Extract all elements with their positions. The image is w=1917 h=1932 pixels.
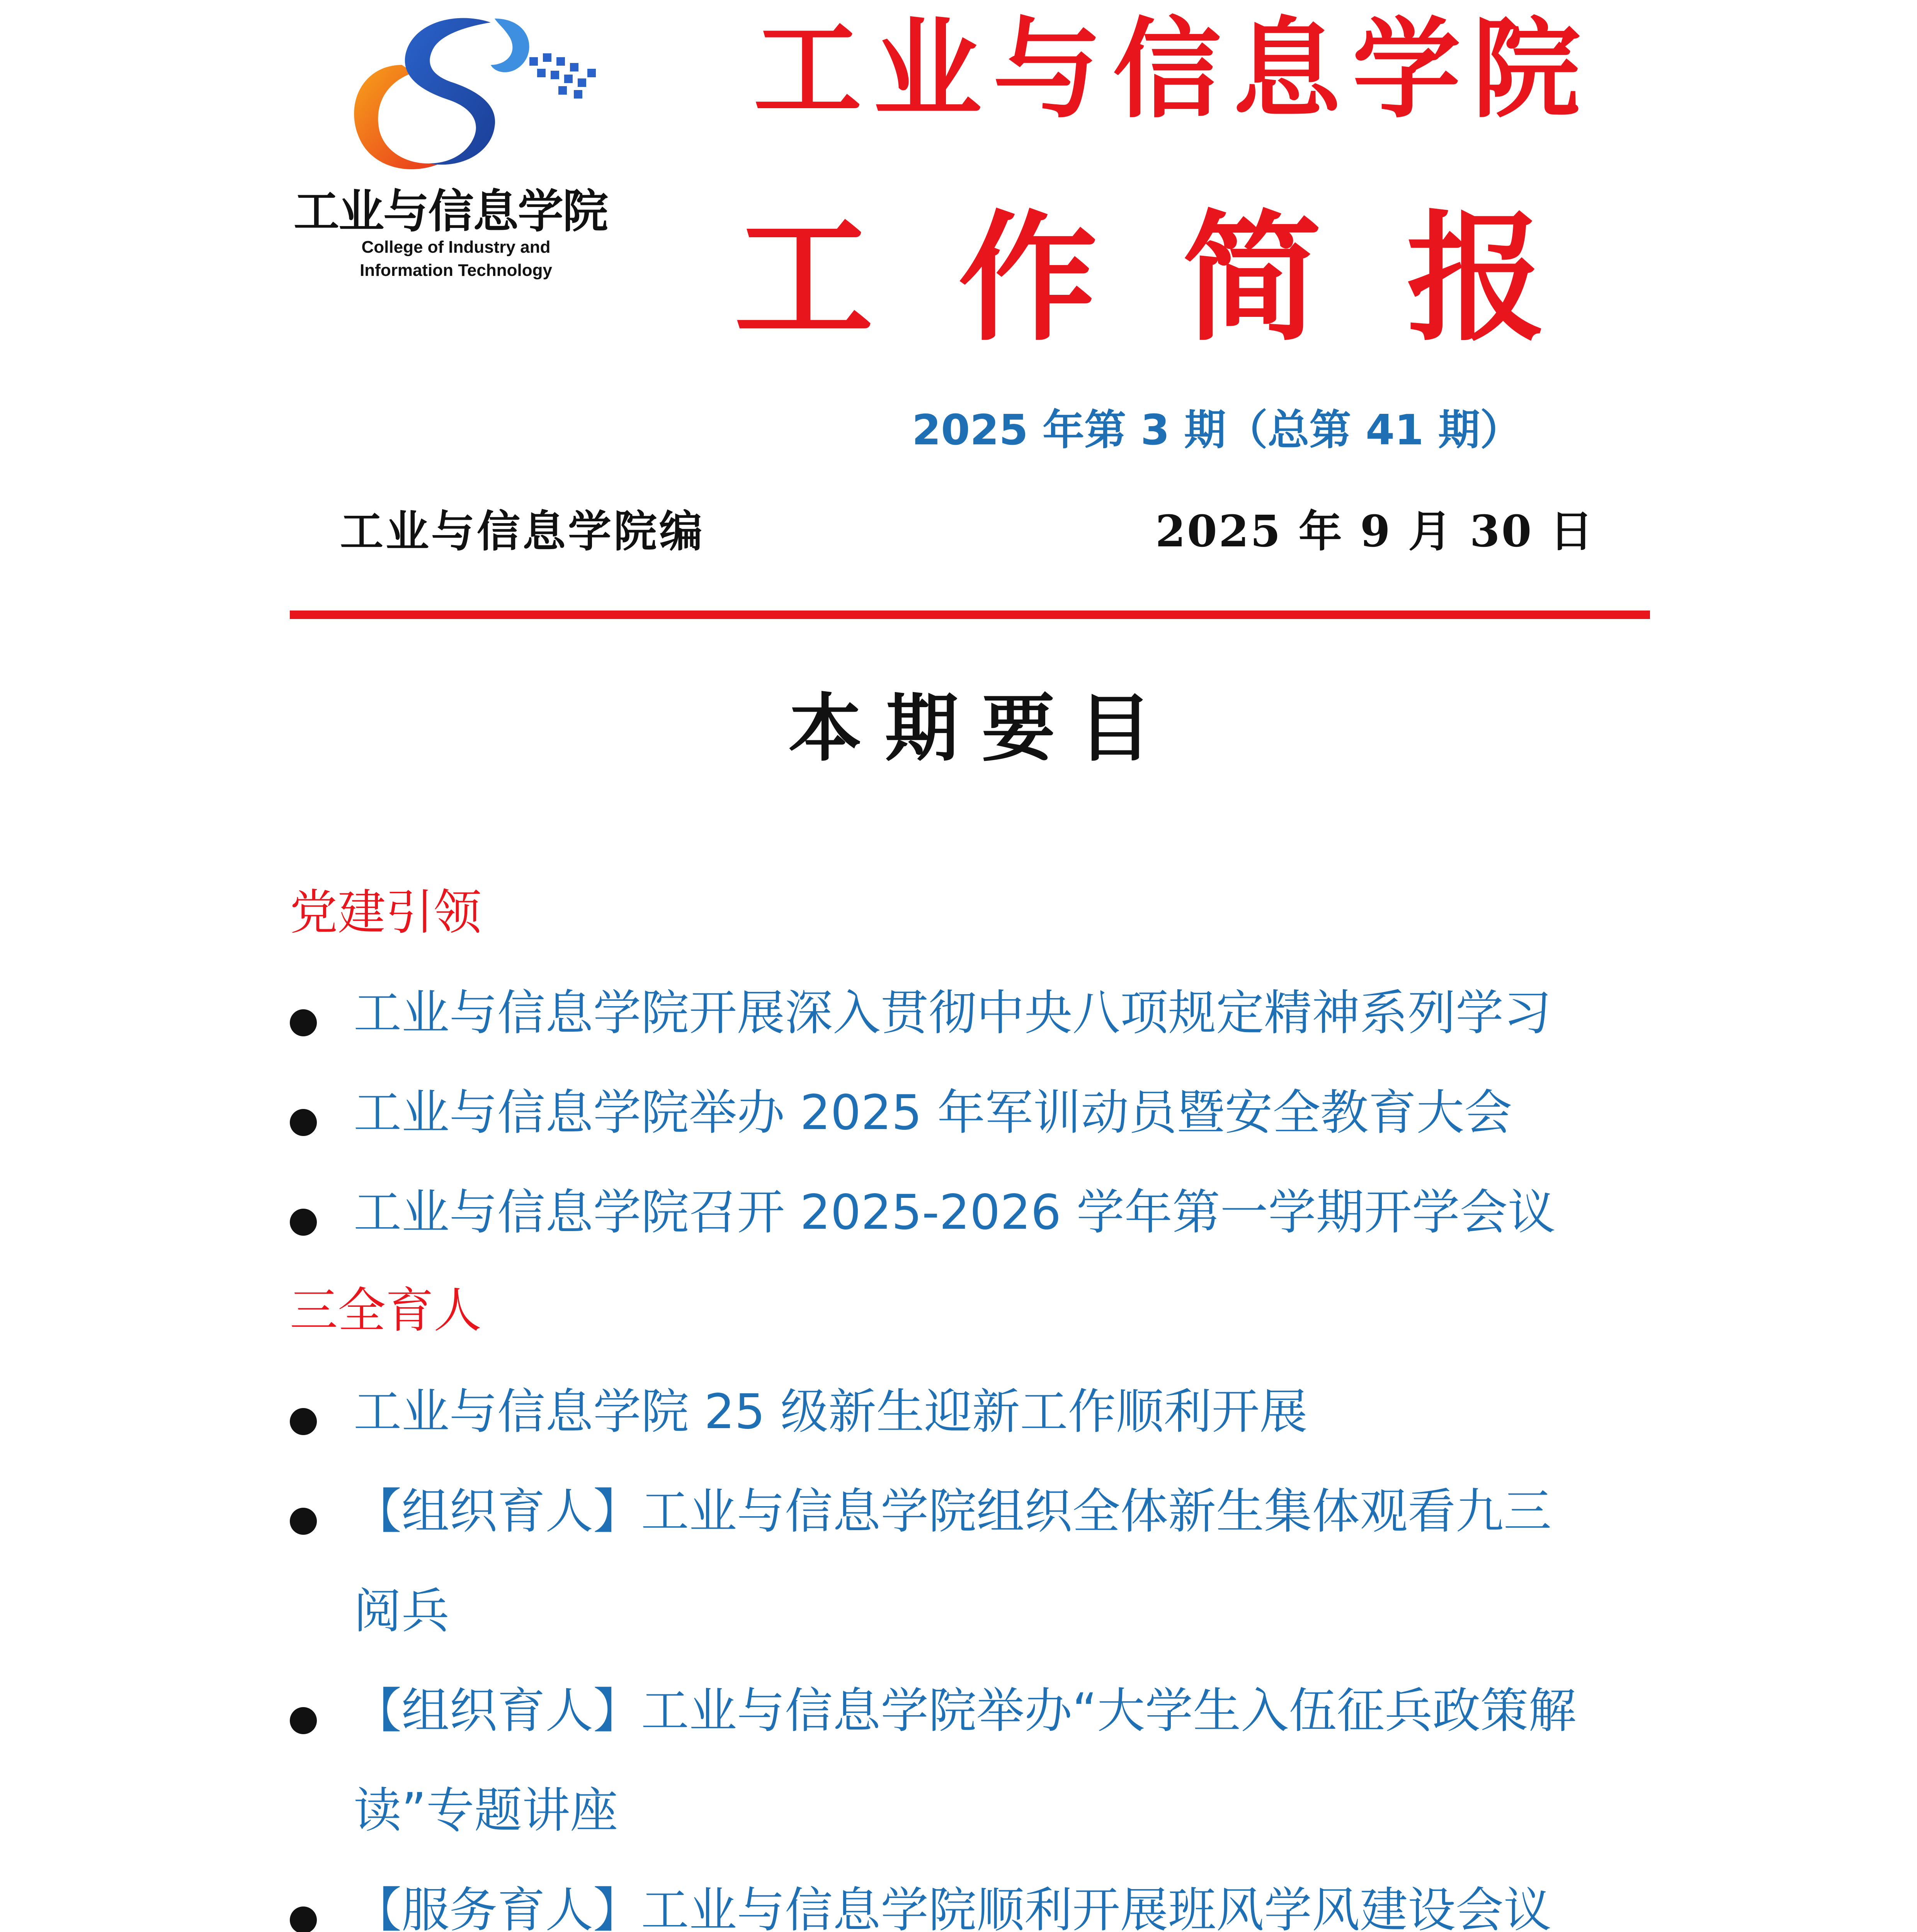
bullet-icon [290,1508,317,1535]
masthead-college-title: 工业与信息学院 [754,6,1592,133]
bulletin-char: 作 [958,196,1097,360]
bullet-icon [290,1009,317,1036]
college-logo-icon [328,7,607,181]
toc-item-title[interactable]: 工业与信息学院召开 2025-2026 学年第一学期开学会议 [354,1185,1556,1240]
bullet-icon [290,1109,317,1136]
toc-section-heading: 党建引领 [290,885,482,940]
toc-item-title[interactable]: 工业与信息学院举办 2025 年军训动员暨安全教育大会 [354,1085,1512,1141]
publication-date: 2025 年 9 月 30 日 [1155,506,1595,557]
logo-name-en-line1: College of Industry and [361,238,551,257]
bulletin-char: 简 [1182,196,1322,360]
college-logo [286,7,618,280]
bullet-icon [290,1209,317,1236]
toc-item-title[interactable]: 工业与信息学院 25 级新生迎新工作顺利开展 [354,1384,1308,1440]
masthead-divider [290,611,1650,619]
bullet-icon [290,1906,317,1932]
toc-item-title[interactable]: 【服务育人】工业与信息学院顺利开展班风学风建设会议 [354,1883,1552,1932]
toc-item-title[interactable]: 【组织育人】工业与信息学院组织全体新生集体观看九三阅兵 [354,1484,1552,1639]
logo-name-en-line2: Information Technology [360,261,552,280]
bullet-icon [290,1408,317,1435]
toc-item-title[interactable]: 【组织育人】工业与信息学院举办“大学生入伍征兵政策解读”专题讲座 [354,1683,1577,1838]
bulletin-char: 报 [1407,196,1546,360]
bullet-icon [290,1707,317,1734]
toc-title: 本期要目 [788,685,1175,771]
logo-name-cn: 工业与信息学院 [294,185,608,238]
bulletin-char: 工 [734,196,873,360]
masthead-bulletin-title [734,196,1623,360]
toc-section-heading: 三全育人 [290,1283,482,1338]
issue-number: 2025 年第 3 期（总第 41 期） [912,406,1522,454]
editor-line: 工业与信息学院编 [340,506,705,557]
toc-item-title[interactable]: 工业与信息学院开展深入贯彻中央八项规定精神系列学习 [354,985,1552,1041]
